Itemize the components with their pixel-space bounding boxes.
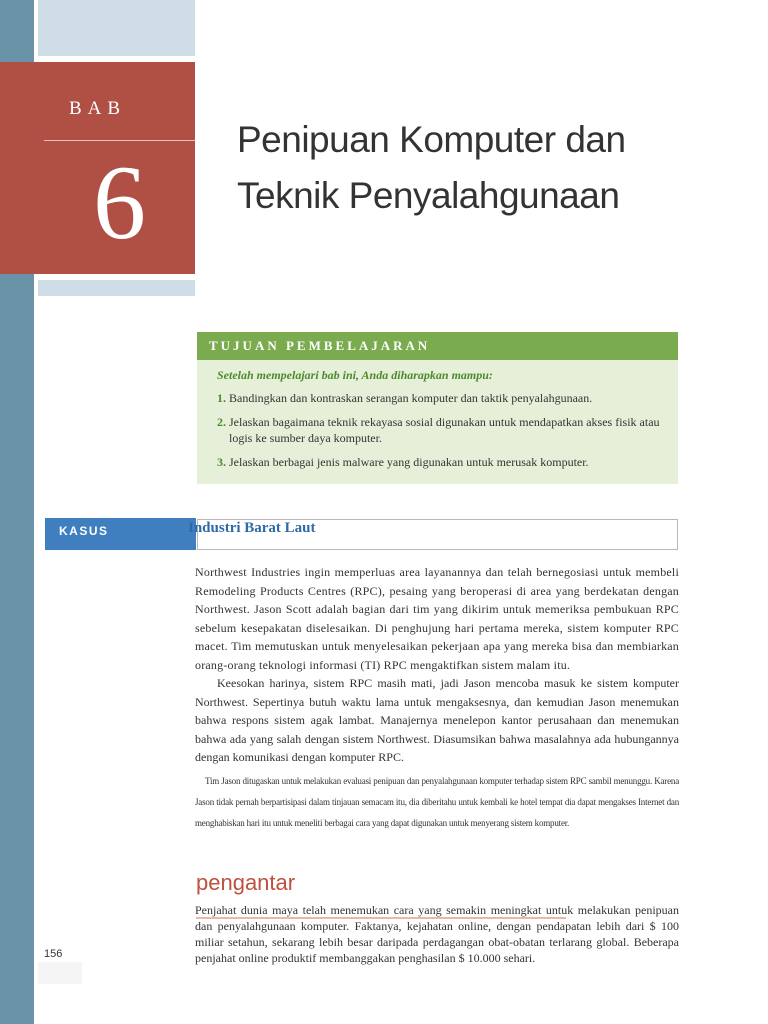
case-label: KASUS INTEGRATIF [45, 518, 196, 550]
chapter-title-line1: Penipuan Komputer dan [237, 119, 626, 160]
page-number-box [38, 962, 82, 984]
page-number: 156 [44, 948, 63, 960]
objectives-header: TUJUAN PEMBELAJARAN [197, 332, 678, 360]
objectives-list [217, 390, 667, 478]
top-decorative-tab [38, 0, 195, 56]
objective-number: 1. [217, 391, 226, 405]
objective-item [217, 454, 667, 470]
case-paragraph-1: Northwest Industries ingin memperluas area layanannya dan telah bernegosiasi untuk membeli Remodeling Products Centres (RPC), pesaing yang beroperasi di area yang berdekatan dengan Northwest. Jason Scott adalah bagian dari tim yang dikirim untuk memeriksa pembukuan RPC sebelum kesepakatan diselesaikan. Di penghujung hari pertama mereka, sistem komputer RPC macet. Tim memutuskan untuk menyelesaikan pekerjaan apa yang mereka bisa dan membiarkan orang-orang teknologi informasi (TI) RPC mengaktifkan sistem malam itu. [195, 565, 679, 672]
objective-text: Bandingkan dan kontraskan serangan komputer dan taktik penyalahgunaan. [229, 391, 593, 405]
chapter-title-line2: Teknik Penyalahgunaan [237, 175, 620, 216]
chapter-divider [44, 140, 195, 141]
learning-objectives-box [197, 332, 678, 484]
objective-number: 2. [217, 415, 226, 429]
case-title: Industri Barat Laut [188, 520, 316, 536]
objective-text: Jelaskan bagaimana teknik rekayasa sosial digunakan untuk mendapatkan akses fisik atau logis ke sumber daya komputer. [229, 415, 660, 445]
chapter-title [237, 112, 737, 224]
objective-number: 3. [217, 455, 226, 469]
objective-text: Jelaskan berbagai jenis malware yang digunakan untuk merusak komputer. [229, 455, 589, 469]
chapter-label: BAB [68, 98, 127, 119]
bottom-decorative-tab [38, 280, 195, 296]
chapter-number: 6 [93, 144, 146, 261]
case-body [195, 563, 679, 834]
objective-item [217, 390, 667, 406]
case-paragraph-2: Keesokan harinya, sistem RPC masih mati, jadi Jason mencoba masuk ke sistem komputer Northwest. Sepertinya butuh waktu lama untuk mengaksesnya, dan kemudian Jason menemukan bahwa respons sistem agak lambat. Manajernya menelepon kantor perusahaan dan menemukan bahwa ada yang salah dengan sistem Northwest. Diasumsikan bahwa masalahnya ada hubungannya dengan komunikasi dengan komputer RPC. [195, 676, 679, 764]
objectives-intro: Setelah mempelajari bab ini, Anda diharapkan mampu: [217, 368, 493, 382]
intro-heading: pengantar [196, 870, 296, 895]
case-paragraph-3: Tim Jason ditugaskan untuk melakukan evaluasi penipuan dan penyalahgunaan komputer terhadap sistem RPC sambil menunggu. Karena Jason tidak pernah berpartisipasi dalam tinjauan semacam itu, dia diberitahu untuk kembali ke hotel tempat dia dapat mengakses Internet dan menghabiskan hari itu untuk meneliti berbagai cara yang dapat digunakan untuk menyerang sistem komputer. [195, 775, 679, 828]
intro-text: Penjahat dunia maya telah menemukan cara yang semakin meningkat untuk melakukan penipuan dan penyalahgunaan komputer. Faktanya, kejahatan online, dengan pendapatan lebih dari $ 100 miliar setahun, sekarang lebih besar daripada perdagangan obat-obatan terlarang global. Beberapa penjahat online produktif membanggakan penghasilan $ 10.000 sehari. [195, 903, 679, 965]
objective-item [217, 414, 667, 446]
